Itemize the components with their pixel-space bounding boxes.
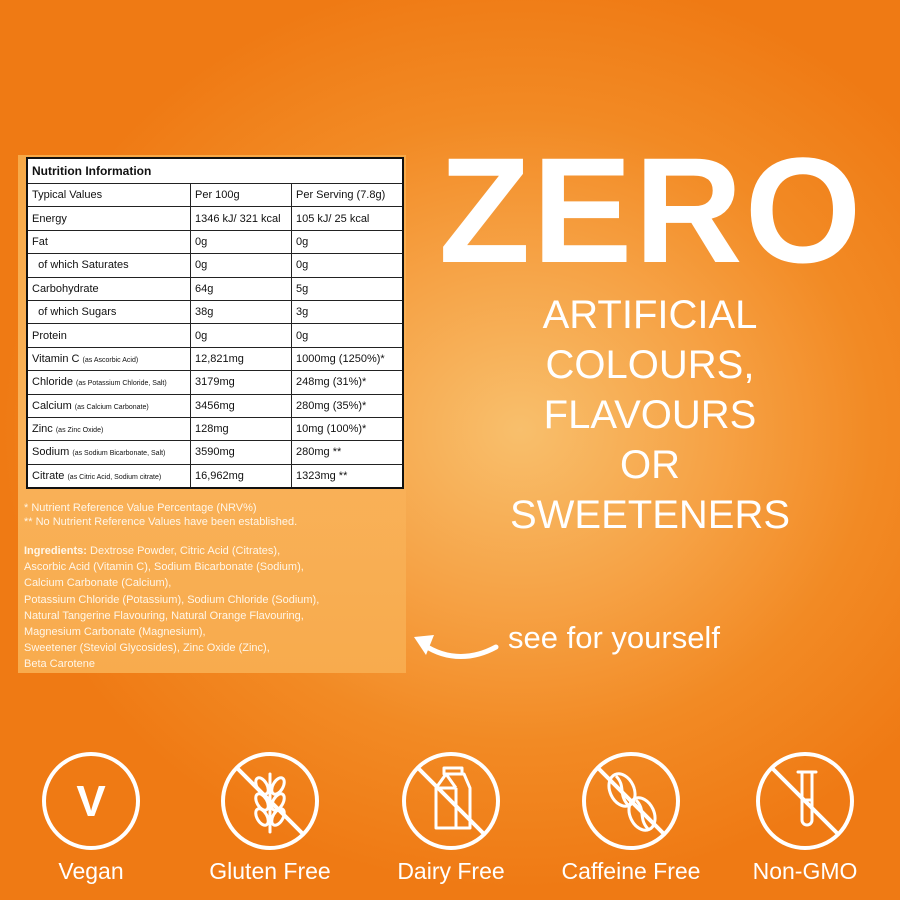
column-header: Per Serving (7.8g) xyxy=(292,184,404,207)
gluten-free-badge xyxy=(185,750,355,885)
per-serving-value: 105 kJ/ 25 kcal xyxy=(292,207,404,230)
see-for-yourself-text: see for yourself xyxy=(508,620,720,655)
ingredients-line: Dextrose Powder, Citric Acid (Citrates), xyxy=(86,545,281,557)
per-serving-value: 5g xyxy=(292,277,404,300)
table-header-row xyxy=(27,184,403,207)
table-row xyxy=(27,324,403,347)
per-100g-value: 0g xyxy=(191,230,292,253)
test-tube-crossed-icon xyxy=(754,750,856,852)
table-row xyxy=(27,394,403,417)
column-header: Typical Values xyxy=(27,184,191,207)
nutrient-name: Fat xyxy=(27,230,191,253)
per-serving-value: 0g xyxy=(292,254,404,277)
table-row xyxy=(27,371,403,394)
per-serving-value: 3g xyxy=(292,300,404,323)
nutrient-name: Energy xyxy=(27,207,191,230)
nutrient-name: Zinc (as Zinc Oxide) xyxy=(27,417,191,440)
per-100g-value: 64g xyxy=(191,277,292,300)
claim-line: SWEETENERS xyxy=(509,493,791,537)
vegan-v-icon xyxy=(40,750,142,852)
vegan-badge xyxy=(6,750,176,885)
per-serving-value: 10mg (100%)* xyxy=(292,417,404,440)
nutrient-name: of which Sugars xyxy=(27,300,191,323)
ingredients-list xyxy=(24,543,394,673)
table-row xyxy=(27,464,403,488)
badge-label: Vegan xyxy=(58,858,124,884)
curved-arrow-icon xyxy=(408,625,500,675)
coffee-bean-crossed-icon xyxy=(580,750,682,852)
per-100g-value: 3179mg xyxy=(191,371,292,394)
per-100g-value: 0g xyxy=(191,324,292,347)
ingredients-line: Sweetener (Steviol Glycosides), Zinc Oxide (Zinc), xyxy=(24,642,270,655)
nutrition-title: Nutrition Information xyxy=(27,158,403,184)
table-row xyxy=(27,254,403,277)
ingredients-line: Natural Tangerine Flavouring, Natural Orange Flavouring, xyxy=(24,609,304,622)
badge-label: Non-GMO xyxy=(752,858,858,884)
per-serving-value: 1000mg (1250%)* xyxy=(292,347,404,370)
table-row xyxy=(27,347,403,370)
nutrient-name: Sodium (as Sodium Bicarbonate, Salt) xyxy=(27,441,191,464)
ingredients-line: Beta Carotene xyxy=(24,658,95,671)
table-row xyxy=(27,207,403,230)
nutrient-name: Chloride (as Potassium Chloride, Salt) xyxy=(27,371,191,394)
ingredients-label: Ingredients: xyxy=(24,545,87,557)
per-serving-value: 1323mg ** xyxy=(292,464,404,488)
per-100g-value: 16,962mg xyxy=(191,464,292,488)
claim-line: ARTIFICIAL xyxy=(542,293,758,337)
claim-line: OR xyxy=(620,443,680,487)
per-serving-value: 248mg (31%)* xyxy=(292,371,404,394)
per-serving-value: 280mg ** xyxy=(292,441,404,464)
per-100g-value: 0g xyxy=(191,254,292,277)
table-row xyxy=(27,277,403,300)
milk-carton-crossed-icon xyxy=(400,750,502,852)
nutrient-name: of which Saturates xyxy=(27,254,191,277)
per-100g-value: 38g xyxy=(191,300,292,323)
per-100g-value: 3590mg xyxy=(191,441,292,464)
nutrient-name: Vitamin C (as Ascorbic Acid) xyxy=(27,347,191,370)
caffeine-free-badge xyxy=(546,750,716,885)
badge-label: Dairy Free xyxy=(397,858,505,884)
per-100g-value: 3456mg xyxy=(191,394,292,417)
claim-line: COLOURS, xyxy=(545,343,755,387)
ingredients-line: Calcium Carbonate (Calcium), xyxy=(24,577,172,590)
nutrient-name: Protein xyxy=(27,324,191,347)
table-row xyxy=(27,300,403,323)
table-row xyxy=(27,441,403,464)
footnote: ** No Nutrient Reference Values have been established. xyxy=(24,515,298,528)
claim-line: FLAVOURS xyxy=(543,393,757,437)
claims-text xyxy=(440,290,860,540)
nutrition-table xyxy=(26,157,404,489)
ingredients-line: Magnesium Carbonate (Magnesium), xyxy=(24,626,206,639)
badge-label: Gluten Free xyxy=(209,858,331,884)
footnotes xyxy=(24,502,404,529)
footnote: * Nutrient Reference Value Percentage (NRV%) xyxy=(24,502,257,514)
badge-label: Caffeine Free xyxy=(561,858,701,884)
nutrient-name: Carbohydrate xyxy=(27,277,191,300)
per-100g-value: 1346 kJ/ 321 kcal xyxy=(191,207,292,230)
per-100g-value: 12,821mg xyxy=(191,347,292,370)
ingredients-line: Potassium Chloride (Potassium), Sodium Chloride (Sodium), xyxy=(24,593,320,606)
nutrient-name: Citrate (as Citric Acid, Sodium citrate) xyxy=(27,464,191,488)
wheat-crossed-icon xyxy=(219,750,321,852)
ingredients-line: Ascorbic Acid (Vitamin C), Sodium Bicarbonate (Sodium), xyxy=(24,561,304,574)
dairy-free-badge xyxy=(366,750,536,885)
table-row xyxy=(27,230,403,253)
column-header: Per 100g xyxy=(191,184,292,207)
zero-headline: ZERO xyxy=(438,126,864,294)
svg-text:V: V xyxy=(76,777,106,826)
nutrient-name: Calcium (as Calcium Carbonate) xyxy=(27,394,191,417)
per-serving-value: 0g xyxy=(292,230,404,253)
per-serving-value: 0g xyxy=(292,324,404,347)
non-gmo-badge xyxy=(720,750,890,885)
per-serving-value: 280mg (35%)* xyxy=(292,394,404,417)
per-100g-value: 128mg xyxy=(191,417,292,440)
table-row xyxy=(27,417,403,440)
